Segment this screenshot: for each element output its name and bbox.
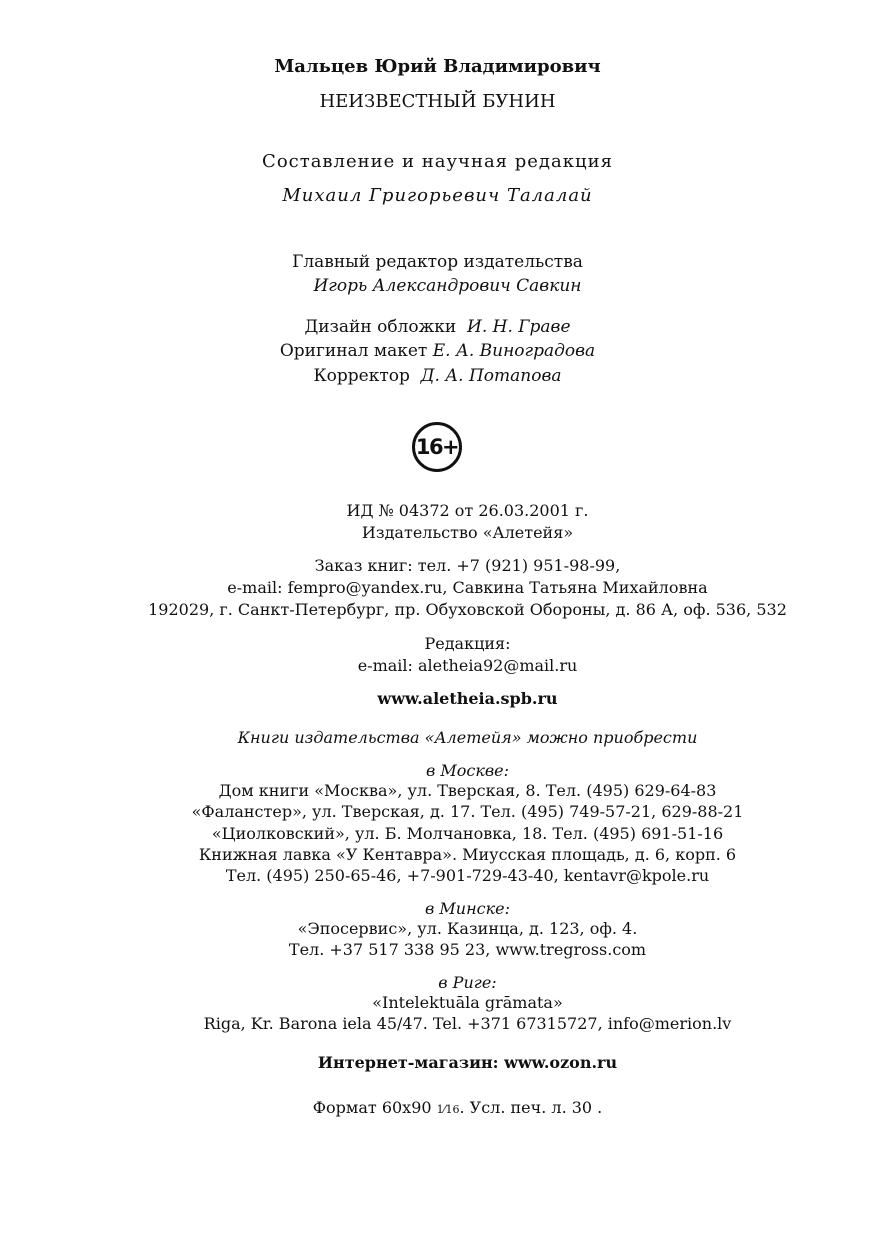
editorial-email: e-mail: aletheia92@mail.ru (357, 656, 578, 675)
compilation-label: Составление и научная редакция (262, 151, 613, 172)
format-prefix: Формат 60х90 (312, 1098, 437, 1117)
moscow-store-line: Тел. (495) 250-65-46, +7-901-729-43-40, kentavr@kpole.ru (225, 866, 710, 885)
credit-layout-name: Е. А. Виноградова (432, 341, 596, 361)
book-author: Мальцев Юрий Владимирович (274, 56, 601, 77)
credit-cover (0, 317, 875, 337)
credit-proof-name: Д. А. Потапова (420, 366, 562, 386)
moscow-store-line: Книжная лавка «У Кентавра». Миусская площадь, д. 6, корп. 6 (198, 845, 737, 864)
riga-store-line: «Intelektuāla grāmata» (372, 993, 563, 1012)
format-fraction: 1⁄16 (436, 1103, 460, 1116)
moscow-store-line: Дом книги «Москва», ул. Тверская, 8. Тел. (495) 629-64-83 (218, 781, 717, 800)
publisher-website: www.aletheia.spb.ru (377, 689, 558, 708)
stores-intro: Книги издательства «Алетейя» можно приобрести (237, 728, 698, 747)
credit-cover-name: И. Н. Граве (467, 317, 571, 337)
moscow-label: в Москве: (425, 761, 510, 780)
credit-layout-label: Оригинал макет (279, 341, 428, 361)
publisher-address: 192029, г. Санкт-Петербург, пр. Обуховской Обороны, д. 86 А, оф. 536, 532 (148, 600, 787, 619)
editor-label: Главный редактор издательства (292, 252, 583, 272)
format-suffix: . Усл. печ. л. 30 . (459, 1098, 603, 1117)
publisher-license: ИД № 04372 от 26.03.2001 г. (346, 501, 589, 520)
print-format (0, 1098, 875, 1117)
minsk-store-line: «Эпосервис», ул. Казинца, д. 123, оф. 4. (297, 919, 638, 938)
book-title: НЕИЗВЕСТНЫЙ БУНИН (319, 91, 556, 112)
age-rating-badge: 16+ (412, 422, 462, 472)
minsk-label: в Минске: (425, 899, 510, 918)
editor-name: Игорь Александрович Савкин (313, 276, 582, 296)
compilation-name: Михаил Григорьевич Талалай (282, 185, 593, 206)
riga-label: в Риге: (438, 973, 497, 992)
credit-proof (0, 366, 875, 386)
moscow-store-line: «Фаланстер», ул. Тверская, д. 17. Тел. (495) 749-57-21, 629-88-21 (191, 802, 744, 821)
online-store: Интернет-магазин: www.ozon.ru (317, 1053, 618, 1072)
orders-phone: Заказ книг: тел. +7 (921) 951-98-99, (314, 556, 621, 575)
credit-layout (0, 341, 875, 361)
credit-proof-label: Корректор (313, 366, 410, 386)
orders-email: e-mail: fempro@yandex.ru, Савкина Татьяна Михайловна (227, 578, 708, 597)
riga-store-line: Riga, Kr. Barona iela 45/47. Tel. +371 67315727, info@merion.lv (203, 1014, 732, 1033)
credit-cover-label: Дизайн обложки (304, 317, 457, 337)
editorial-label: Редакция: (424, 634, 511, 653)
publisher-name: Издательство «Алетейя» (361, 523, 574, 542)
moscow-store-line: «Циолковский», ул. Б. Молчановка, 18. Тел. (495) 691-51-16 (211, 824, 724, 843)
minsk-store-line: Тел. +37 517 338 95 23, www.tregross.com (288, 940, 647, 959)
